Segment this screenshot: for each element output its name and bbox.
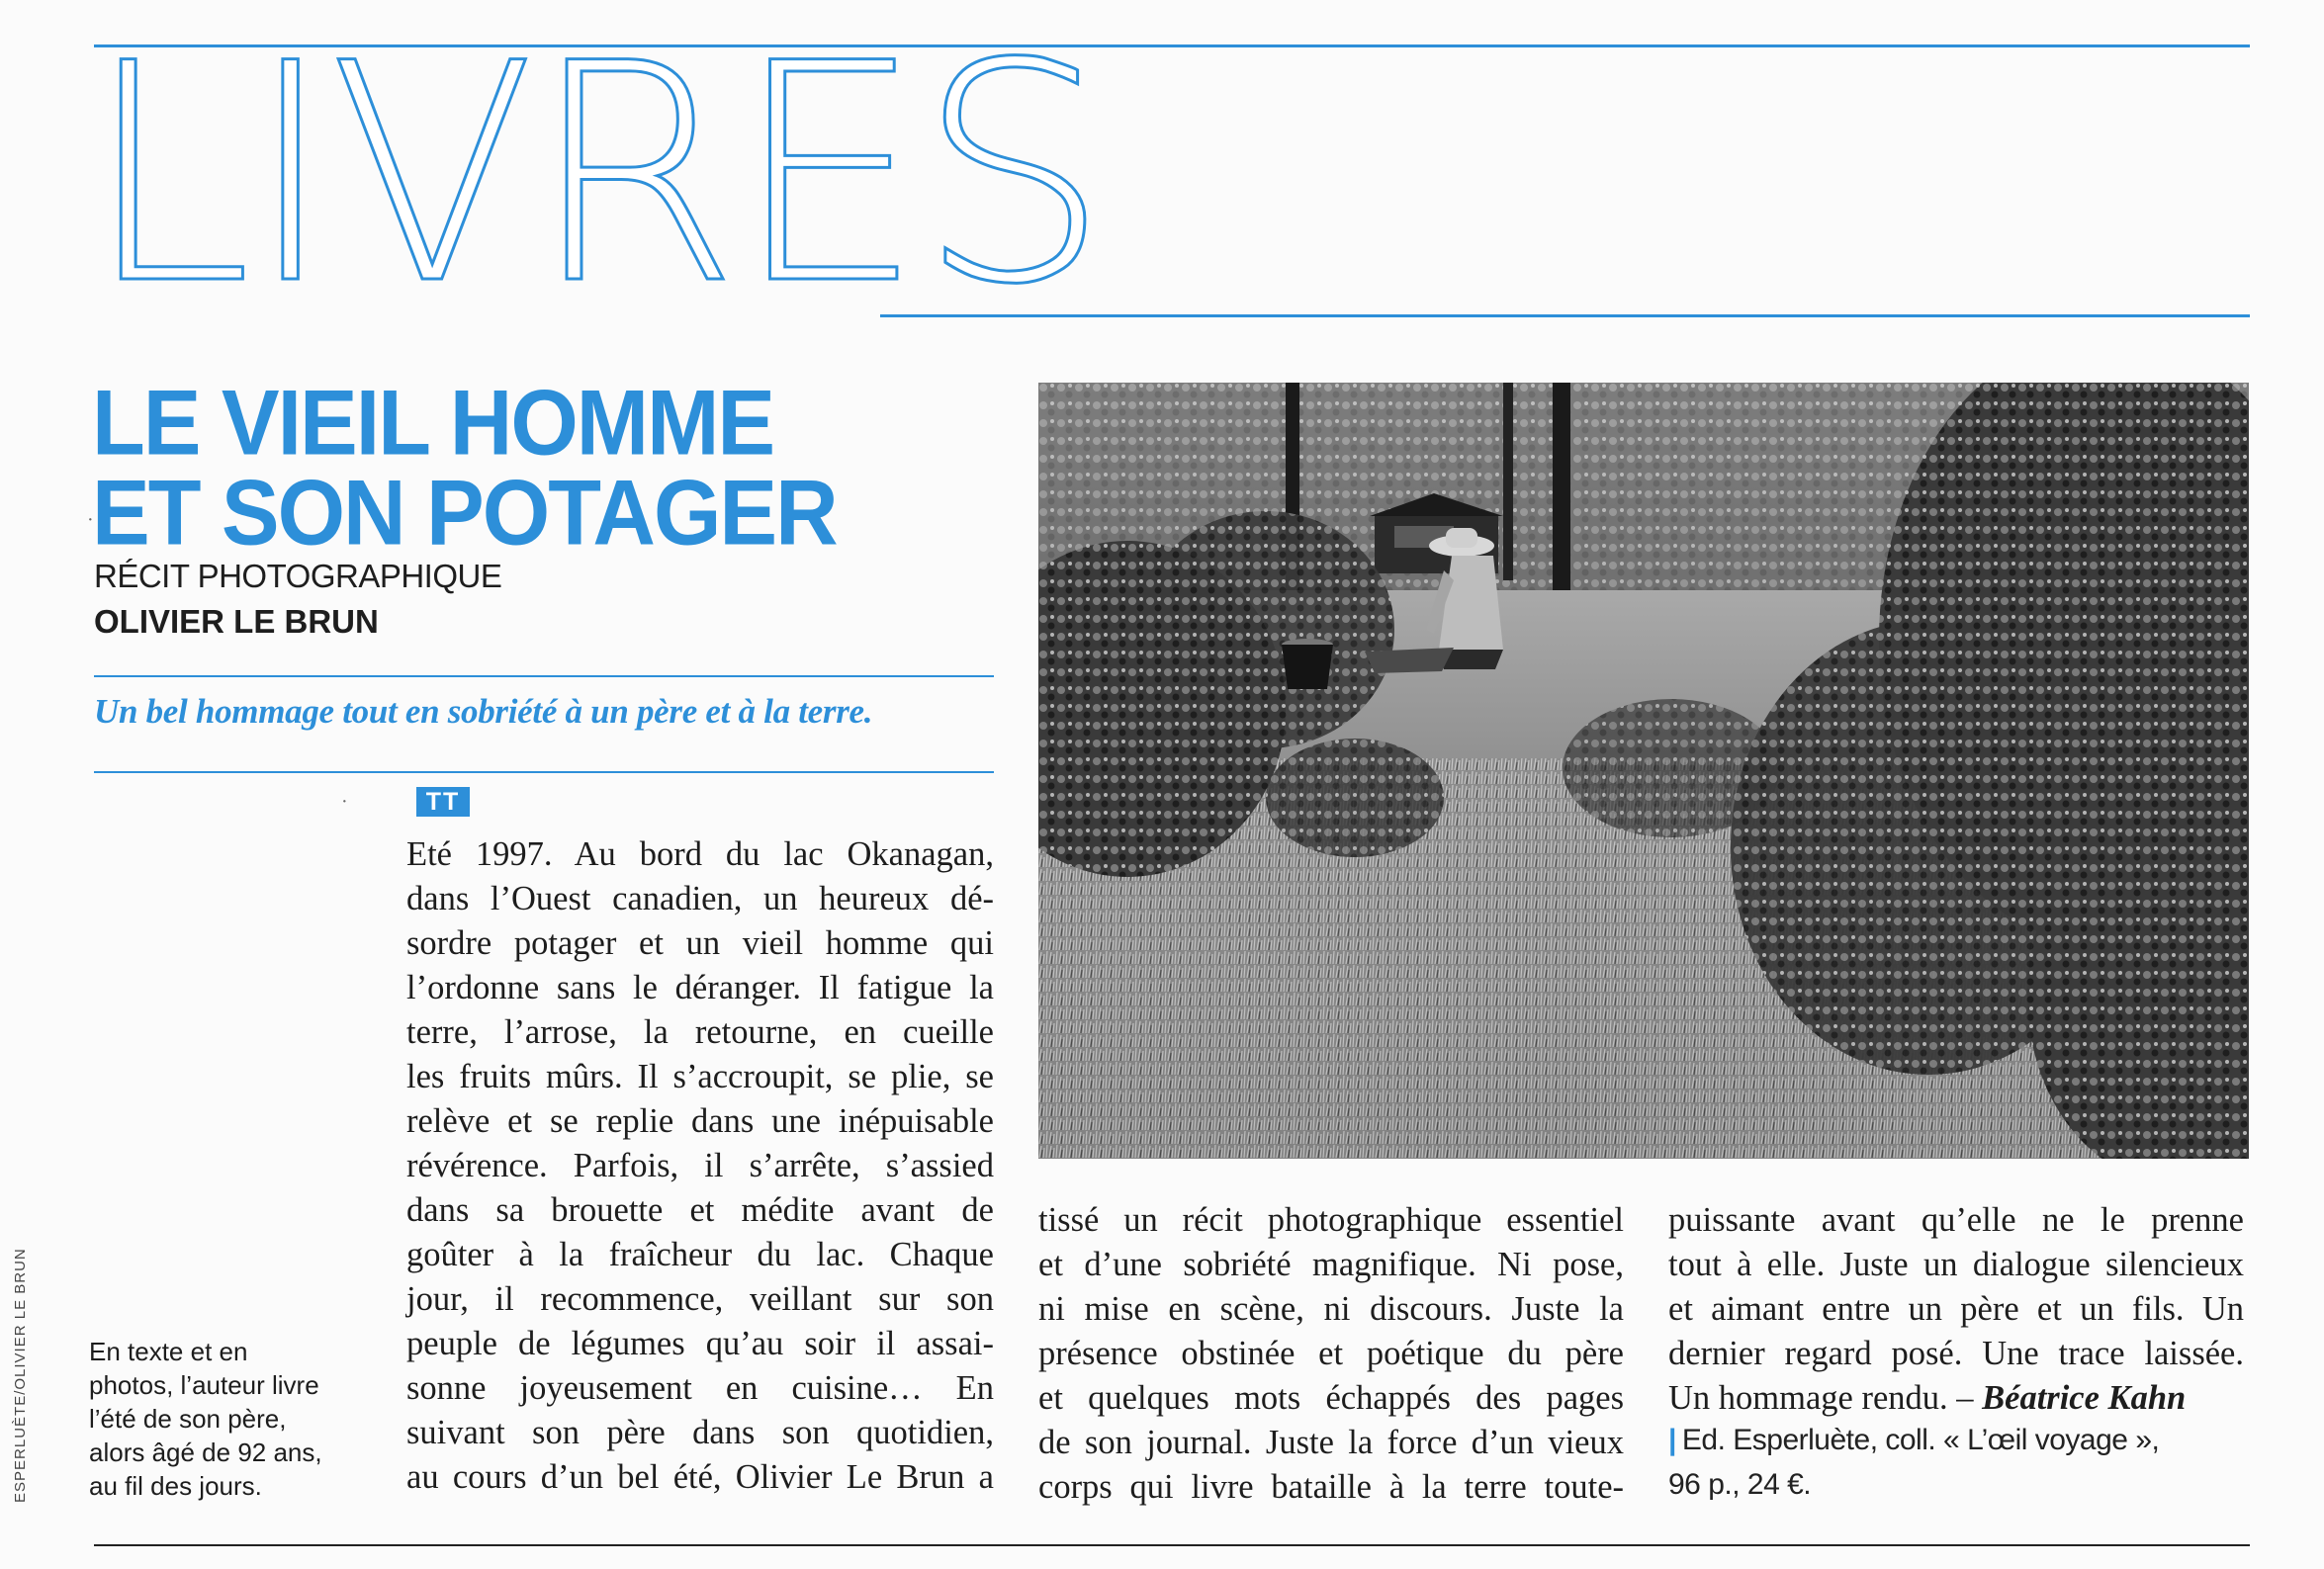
body-text-line: ni mise en scène, ni discours. Juste la [1038,1290,1624,1328]
body-column-1 [406,832,994,1500]
body-text-line: au cours d’un bel été, Olivier Le Brun a [406,1458,994,1496]
garden-photo-illustration [1038,383,2249,1159]
bottom-rule [94,1544,2250,1546]
body-text-line: jour, il recommence, veillant sur son [406,1280,994,1318]
caption-line: photos, l’auteur livre [89,1370,319,1400]
body-column-2 [1038,1198,1624,1510]
body-text-line: tout à elle. Juste un dialogue silencieux [1668,1246,2244,1283]
reviewer-signature: Béatrice Kahn [1982,1379,2187,1417]
body-text-line: puissante avant qu’elle ne le prenne [1668,1201,2244,1239]
article-author: OLIVIER LE BRUN [94,603,379,640]
pubinfo-marker: | [1668,1424,1676,1456]
body-text-line: tissé un récit photographique essentiel [1038,1201,1624,1239]
print-speck: · [341,791,348,813]
rating-badge: TT [416,787,470,817]
body-text-line: sonne joyeusement en cuisine… En [406,1369,994,1407]
body-text-line: sordre potager et un vieil homme qui [406,924,994,962]
section-title: LIVRES [84,0,1104,350]
print-speck: · [87,509,94,531]
body-text-line: dans sa brouette et médite avant de [406,1191,994,1229]
publication-info-line: 96 p., 24 €. [1668,1468,1812,1501]
caption-line: l’été de son père, [89,1404,287,1434]
body-text-line: peuple de légumes qu’au soir il assai- [406,1325,994,1362]
caption-line: En texte et en [89,1337,248,1366]
body-text-line: de son journal. Juste la force d’un vieux [1038,1424,1624,1461]
closing-line [1668,1376,2244,1421]
body-text-line: suivant son père dans son quotidien, [406,1414,994,1451]
body-text-line: Eté 1997. Au bord du lac Okanagan, [406,835,994,873]
body-text-line: dans l’Ouest canadien, un heureux dé- [406,880,994,917]
body-text-line: corps qui livre bataille à la terre toute- [1038,1468,1624,1506]
publication-info-line [1668,1424,2159,1457]
caption-line: au fil des jours. [89,1471,262,1501]
tagline-bottom-rule [94,771,994,773]
closing-text: Un hommage rendu. – [1668,1379,1974,1417]
body-text-line: présence obstinée et poétique du père [1038,1335,1624,1372]
body-text-line: et aimant entre un père et un fils. Un [1668,1290,2244,1328]
garden-photo [1038,383,2249,1159]
body-text-line: et d’une sobriété magnifique. Ni pose, [1038,1246,1624,1283]
body-text-line: et quelques mots échappés des pages [1038,1379,1624,1417]
article-tagline: Un bel hommage tout en sobriété à un père et à la terre. [94,692,873,731]
tagline-top-rule [94,675,994,677]
publisher-text: Ed. Esperluète, coll. « L’œil voyage », [1681,1424,2160,1456]
headline-line: LE VIEIL HOMME [92,370,774,475]
headline-line: ET SON POTAGER [92,460,837,565]
body-text-line: les fruits mûrs. Il s’accroupit, se plie, se [406,1058,994,1095]
body-text-line: terre, l’arrose, la retourne, en cueille [406,1013,994,1051]
body-text-line: goûter à la fraîcheur du lac. Chaque [406,1236,994,1273]
body-text-line: l’ordonne sans le déranger. Il fatigue la [406,969,994,1006]
body-column-3 [1668,1198,2244,1421]
photo-credit: ESPERLUÈTE/OLIVIER LE BRUN [12,1248,29,1503]
caption-line: alors âgé de 92 ans, [89,1438,322,1467]
body-text-line: dernier regard posé. Une trace laissée. [1668,1335,2244,1372]
photo-caption [89,1335,376,1503]
article-genre: RÉCIT PHOTOGRAPHIQUE [94,558,502,594]
body-text-line: révérence. Parfois, il s’arrête, s’assied [406,1147,994,1184]
article-headline [92,370,982,565]
body-text-line: relève et se replie dans une inépuisable [406,1102,994,1140]
